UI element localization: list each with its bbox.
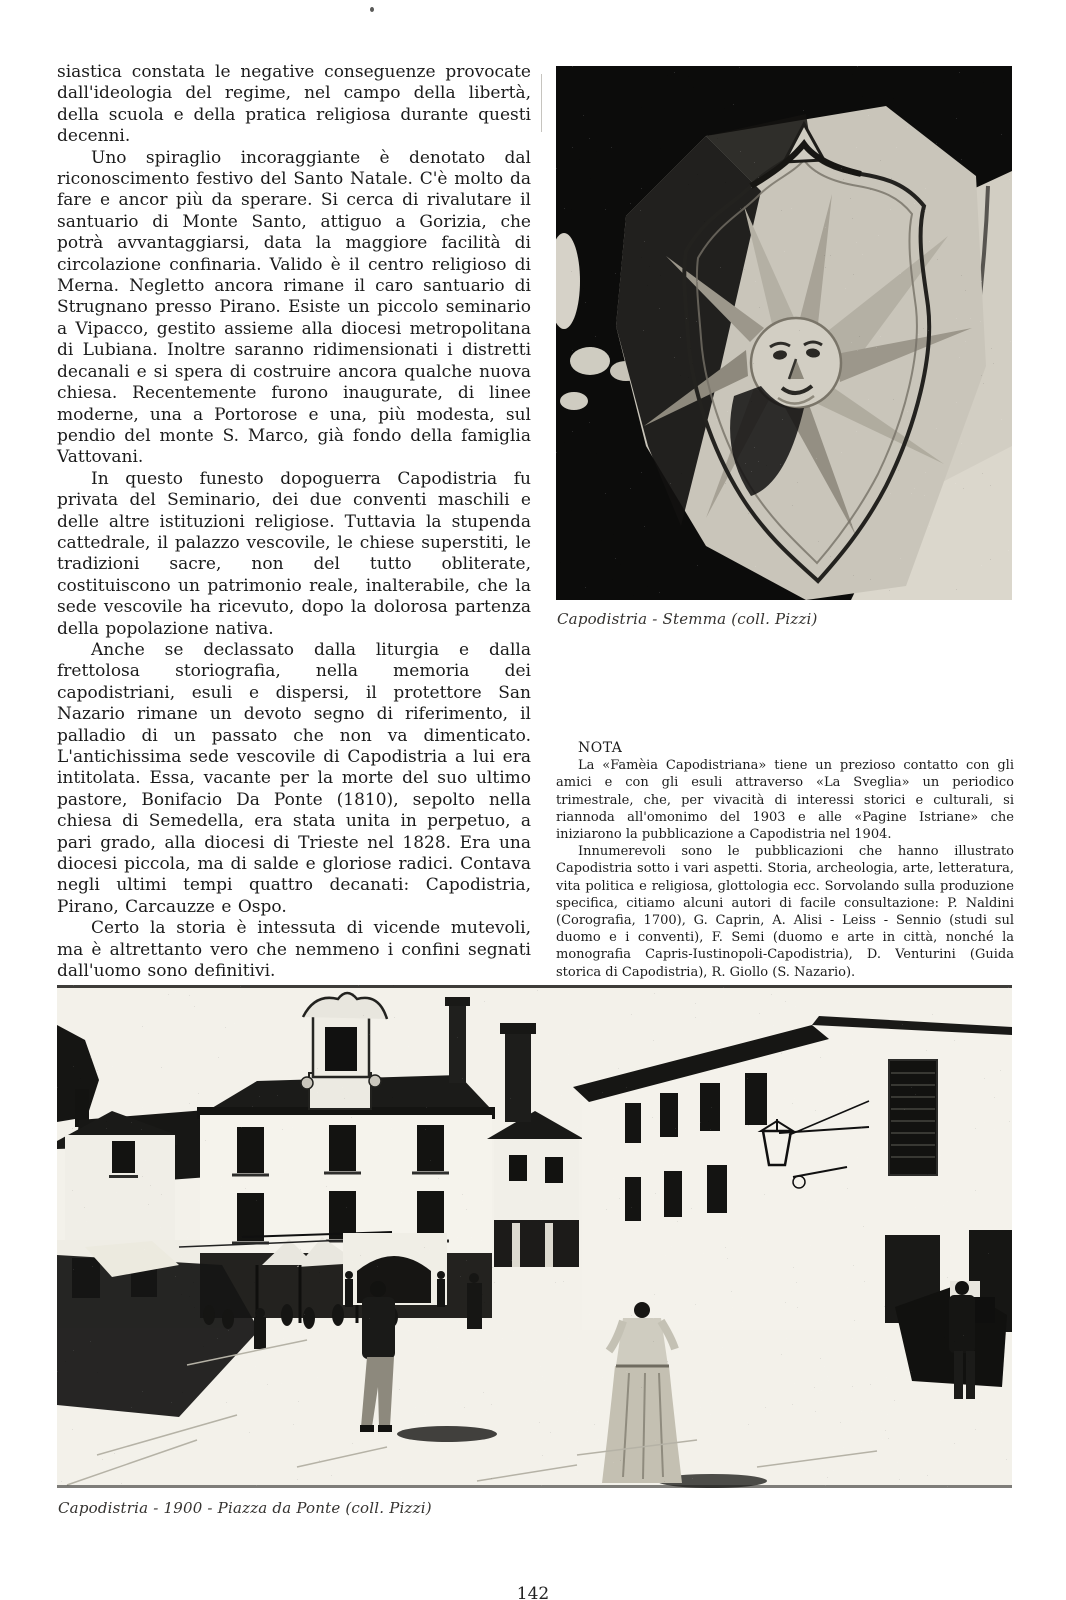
paragraph: In questo funesto dopoguerra Capodistria fu privata del Seminario, dei due conventi maschili e delle altre istituzioni religiose. Tuttavia la stupenda cattedrale, il palazzo vescovile, le chiese superstiti, le tradizioni sacre, non del tutto obliterate, costituiscono un patrimonio reale, inalterabile, che la sede vescovile ha ricevuto, dopo la dolorosa partenza della popolazione nativa. [57,468,531,639]
stemma-caption: Capodistria - Stemma (coll. Pizzi) [557,610,818,628]
piazza-caption: Capodistria - 1900 - Piazza da Ponte (coll. Pizzi) [58,1499,432,1517]
paragraph: siastica constata le negative conseguenze provocate dall'ideologia del regime, nel campo della libertà, della scuola e della pratica religiosa durante questi decenni. [57,62,531,147]
nota-heading: NOTA [578,740,623,756]
stemma-photo-image [556,66,1012,600]
paragraph: Anche se declassato dalla liturgia e dalla frettolosa storiografia, nella memoria dei capodistriani, esuli e dispersi, il protettore San Nazario rimane un devoto segno di riferimento, il palladio di un passato che non va dimenticato. L'antichissima sede vescovile di Capodistria a lui era intitolata. Essa, vacante per la morte del suo ultimo pastore, Bonifacio Da Ponte (1810), sepolto nella chiesa di Semedella, era stata unita in perpetuo, a pari grado, alla diocesi di Trieste nel 1828. Era una diocesi piccola, ma di salde e gloriose radici. Contava negli ultimi tempi quattro decanati: Capodistria, Pirano, Carcauzze e Ospo. [57,639,531,917]
stemma-photo [556,66,1012,600]
body-text-column [57,62,531,982]
page-number: 142 [516,1584,550,1600]
nota-paragraph: La «Famèia Capodistriana» tiene un prezioso contatto con gli amici e con gli esuli attraverso «La Sveglia» un periodico trimestrale, che, per vivacità di interessi storici e culturali, si riannoda all'omonimo del 1903 e alle «Pagine Istriane» che iniziarono la pubblicazione a Capodistria nel 1904. [556,758,1014,843]
scan-speck-artifact [370,7,374,12]
nota-paragraph: Innumerevoli sono le pubblicazioni che hanno illustrato Capodistria sotto i vari aspetti. Storia, archeologia, arte, letteratura, vita politica e religiosa, glottologia ecc. Sorvolando sulla produzione specifica, citiamo alcuni autori di facile consultazione: P. Naldini (Corografia, 1700), G. Caprin, A. Alisi - Leiss - Sennio (studi sul duomo e i conventi), F. Semi (duomo e arte in città, nonché la monografia Capris-Iustinopoli-Capodistria), D. Venturini (Guida storica di Capodistria), R. Giollo (S. Nazario). [556,844,1014,980]
piazza-photo-image [57,985,1012,1488]
nota-section [556,740,1014,981]
piazza-photo [57,985,1012,1488]
paragraph: Certo la storia è intessuta di vicende mutevoli, ma è altrettanto vero che nemmeno i confini segnati dall'uomo sono definitivi. [57,918,531,982]
scan-line-artifact [541,74,542,132]
paragraph: Uno spiraglio incoraggiante è denotato dal riconoscimento festivo del Santo Natale. C'è molto da fare e ancor più da sperare. Si cerca di rivalutare il santuario di Monte Santo, attiguo a Gorizia, che potrà avvantaggiarsi, data la maggiore facilità di circolazione confinaria. Valido è il centro religioso di Merna. Negletto ancora rimane il caro santuario di Strugnano presso Pirano. Esiste un piccolo seminario a Vipacco, gestito assieme alla diocesi metropolitana di Lubiana. Inoltre saranno ridimensionati i distretti decanali e si spera di costruire ancora qualche nuova chiesa. Recentemente furono inaugurate, di linee moderne, una a Portorose e una, più modesta, sul pendio del monte S. Marco, già fondo della famiglia Vattovani. [57,147,531,468]
